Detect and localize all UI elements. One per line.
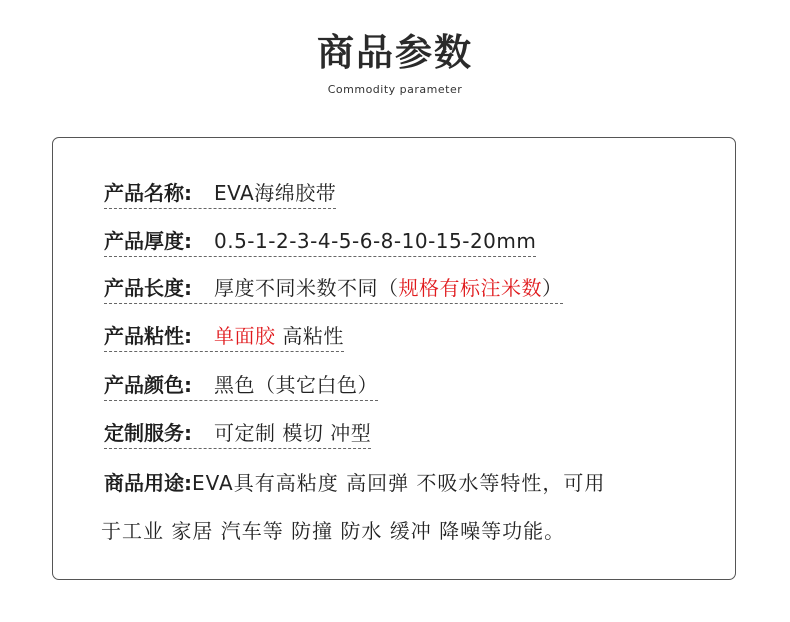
param-label-service: 定制服务: [104,421,192,445]
param-label-color: 产品颜色: [104,373,192,397]
usage-label: 商品用途: [104,471,192,495]
usage-line-2: 于工业 家居 汽车等 防撞 防水 缓冲 降噪等功能。 [101,519,566,543]
param-value-length-highlight: 规格有标注米数 [398,276,542,300]
param-value-adhesion-highlight: 单面胶 [214,324,276,348]
param-value-name: EVA海绵胶带 [214,181,337,205]
param-value-length-end: ） [542,276,563,300]
page-title: 商品参数 [317,31,473,74]
param-label-name: 产品名称: [104,181,192,205]
param-row-thickness [104,225,536,257]
param-value-length-text: 厚度不同米数不同（ [214,276,399,300]
param-label-adhesion: 产品粘性: [104,324,192,348]
param-value-length [214,272,563,301]
param-value-thickness: 0.5-1-2-3-4-5-6-8-10-15-20mm [214,229,537,253]
param-label-thickness: 产品厚度: [104,229,192,253]
param-row-name [104,177,336,209]
param-label-length: 产品长度: [104,276,192,300]
param-value-adhesion [214,320,344,349]
param-row-length [104,272,563,304]
param-value-color: 黑色（其它白色） [214,373,378,397]
usage-line-1 [104,467,605,496]
param-value-service: 可定制 模切 冲型 [214,421,372,445]
page-subtitle: Commodity parameter [327,83,463,96]
param-row-adhesion [104,320,344,352]
usage-text-1: EVA具有高粘度 高回弹 不吸水等特性，可用 [192,471,606,495]
param-row-color [104,369,378,401]
param-value-adhesion-text: 高粘性 [275,324,344,348]
param-row-service [104,417,371,449]
